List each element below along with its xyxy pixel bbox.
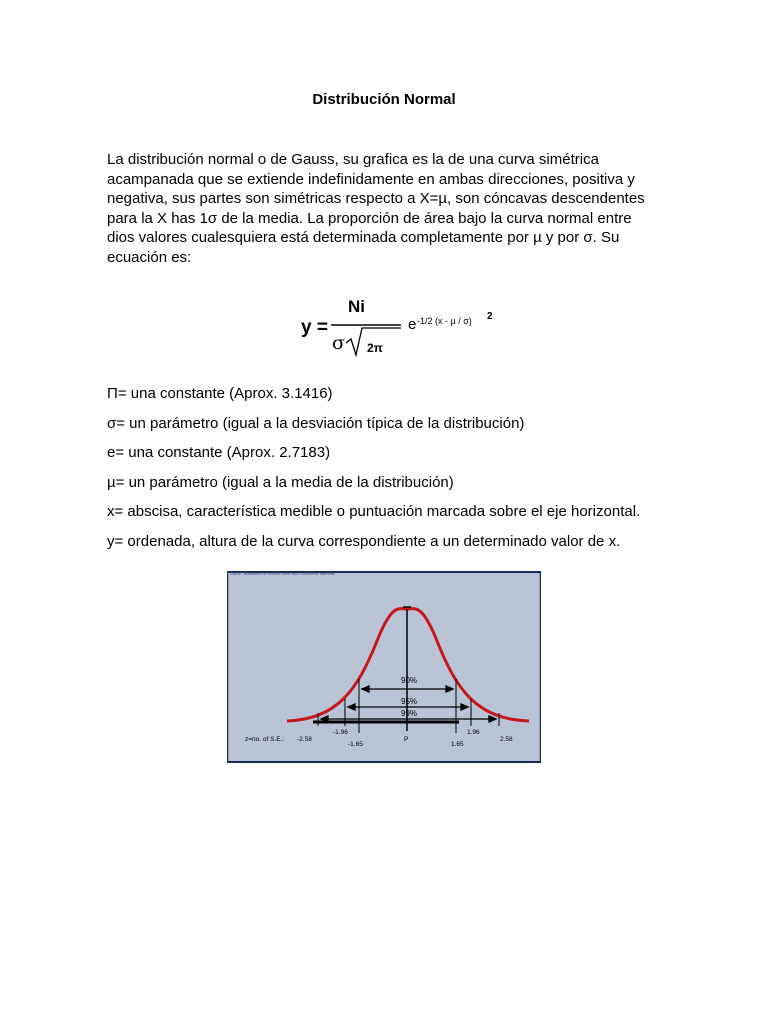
definition-e: e= una constante (Aprox. 2.7183) bbox=[107, 444, 331, 462]
formula-numerator: Ni bbox=[348, 297, 365, 316]
figure-caption-header: TABLE: Illustration of normal curve and confidence intervals bbox=[229, 571, 335, 576]
normal-curve-figure bbox=[227, 571, 541, 763]
formula-sigma: σ bbox=[332, 332, 345, 354]
definition-mu: µ= un parámetro (igual a la media de la distribución) bbox=[107, 473, 454, 491]
definition-sigma: σ= un parámetro (igual a la desviación típica de la distribución) bbox=[107, 414, 525, 432]
tick-neg-1-96: -1.96 bbox=[333, 729, 348, 736]
tick-mean-p: P bbox=[404, 736, 409, 743]
tick-pos-1-65: 1.65 bbox=[451, 741, 464, 748]
axis-prefix-label: z=no. of S.E.: bbox=[245, 736, 285, 743]
tick-pos-1-96: 1.96 bbox=[467, 729, 480, 736]
tick-neg-2-58: -2.58 bbox=[297, 736, 312, 743]
formula-radicand: 2π bbox=[367, 341, 383, 355]
definition-x: x= abscisa, característica medible o puntuación marcada sobre el eje horizontal. bbox=[107, 503, 641, 521]
document-title: Distribución Normal bbox=[312, 91, 456, 108]
formula-e: e bbox=[408, 316, 417, 333]
interval-95-label: 95% bbox=[401, 697, 418, 706]
tick-pos-2-58: 2.58 bbox=[500, 736, 513, 743]
interval-90-label: 90% bbox=[401, 676, 418, 685]
definition-y: y= ordenada, altura de la curva correspondiente a un determinado valor de x. bbox=[107, 532, 621, 550]
formula-power: 2 bbox=[487, 311, 493, 322]
figure-background bbox=[227, 571, 541, 763]
definition-pi: Π= una constante (Aprox. 3.1416) bbox=[107, 385, 333, 402]
intro-paragraph: La distribución normal o de Gauss, su grafica es la de una curva simétrica acampanada que se extiende indefinidamente en ambas direcciones, positiva y negativa, sus partes son simétricas respecto a X=µ, son cóncavas descendentes para la X has 1σ de la media. La proporción de área bajo la curva normal entre dios valores cualesquiera está determinada completamente por µ y por σ. Su ecuación es: bbox=[107, 151, 645, 266]
tick-neg-1-65: -1.65 bbox=[348, 741, 363, 748]
normal-distribution-formula bbox=[291, 285, 496, 365]
formula-y: y = bbox=[301, 317, 328, 338]
definitions-list bbox=[107, 384, 707, 562]
interval-99-label: 99% bbox=[401, 709, 418, 718]
formula-exponent: -1/2 (x - µ / σ) bbox=[417, 316, 472, 326]
